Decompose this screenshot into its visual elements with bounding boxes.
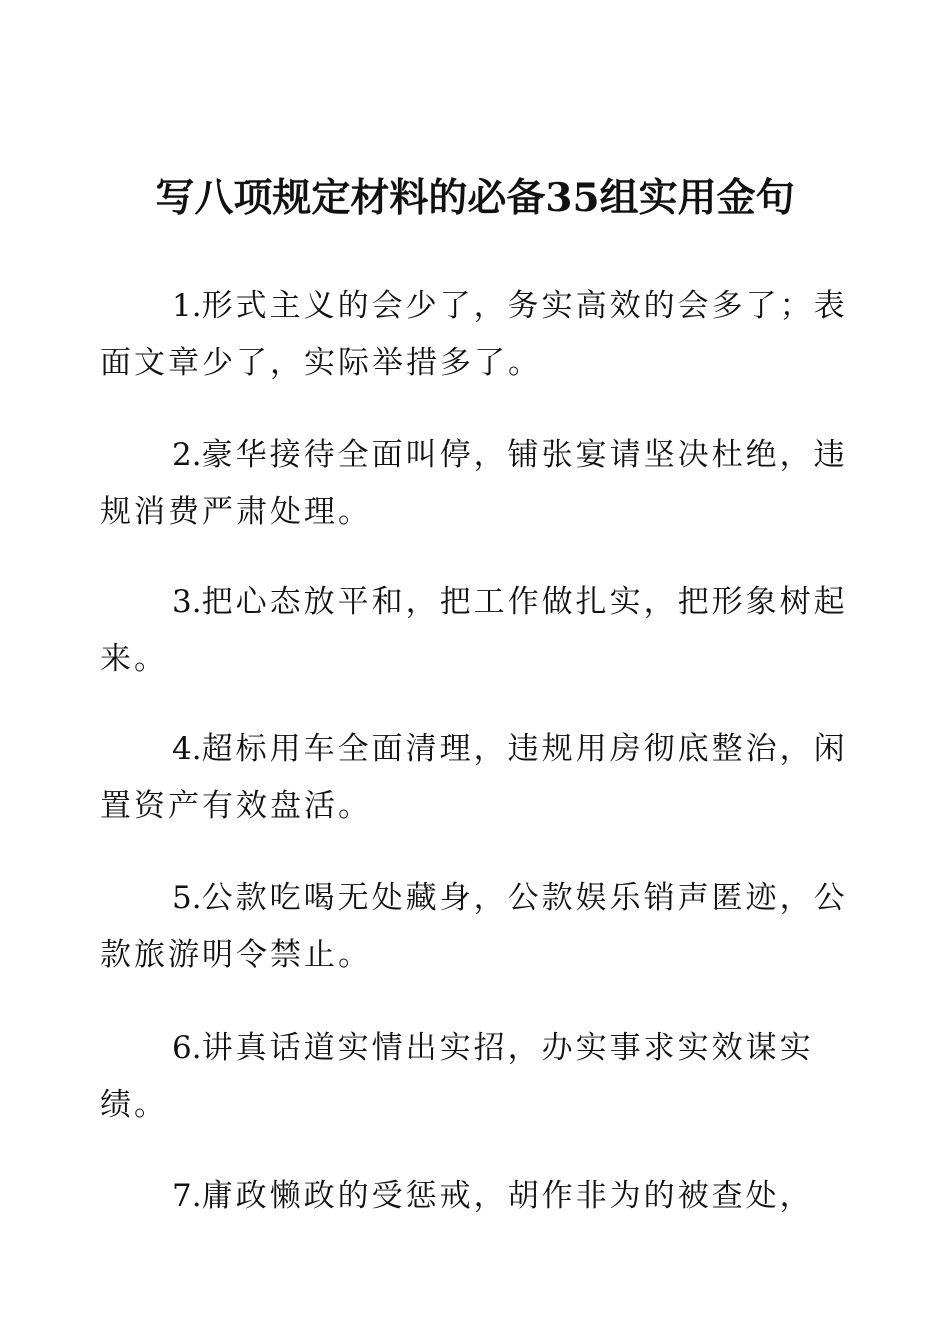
list-item-2 — [100, 427, 852, 541]
item-number: 5. — [172, 880, 202, 916]
item-number: 3. — [172, 584, 202, 620]
item-text: 公款吃喝无处藏身，公款娱乐销声匿迹，公款旅游明令禁止。 — [100, 880, 848, 973]
item-text: 庸政懒政的受惩戒，胡作非为的被查处， — [201, 1178, 814, 1214]
list-item-4 — [100, 721, 852, 835]
item-text: 把心态放平和，把工作做扎实，把形象树起来。 — [100, 584, 848, 677]
item-text: 形式主义的会少了，务实高效的会多了；表面文章少了，实际举措多了。 — [100, 288, 848, 381]
item-text: 豪华接待全面叫停，铺张宴请坚决杜绝，违规消费严肃处理。 — [100, 437, 848, 530]
list-item-6 — [100, 1020, 852, 1134]
item-text: 超标用车全面清理，违规用房彻底整治，闲置资产有效盘活。 — [100, 731, 848, 824]
list-item-3 — [100, 574, 852, 688]
list-item-5 — [100, 870, 852, 984]
item-text: 讲真话道实情出实招，办实事求实效谋实绩。 — [100, 1030, 814, 1123]
document-title: 写八项规定材料的必备35组实用金句 — [155, 175, 795, 221]
item-number: 2. — [172, 437, 202, 473]
item-number: 1. — [172, 288, 202, 324]
item-number: 6. — [172, 1030, 202, 1066]
item-number: 4. — [172, 731, 202, 767]
item-number: 7. — [172, 1178, 202, 1214]
list-item-1 — [100, 278, 852, 392]
list-item-7 — [100, 1168, 852, 1225]
